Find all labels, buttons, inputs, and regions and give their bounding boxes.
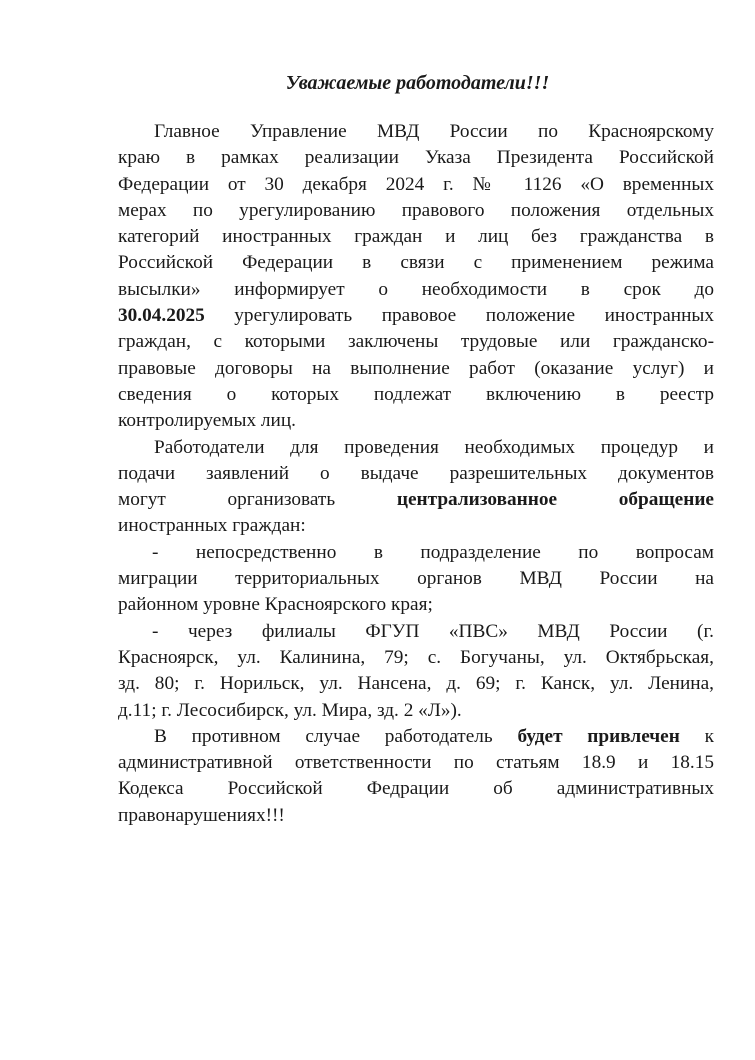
- item2-line: зд. 80; г. Норильск, ул. Нансена, д. 69; г. Канск, ул. Ленина,: [118, 673, 714, 695]
- p1-line: краю в рамках реализации Указа Президента Российской: [118, 147, 714, 169]
- p3-line-start: В противном случае работодатель: [154, 725, 518, 747]
- deadline-date: 30.04.2025: [118, 305, 205, 327]
- p1-line: контролируемых лиц.: [118, 410, 297, 432]
- p1-line: граждан, с которыми заключены трудовые или гражданско-: [118, 331, 714, 353]
- p1-line: Федерации от 30 декабря 2024 г. № 1126 «О временных: [118, 173, 714, 195]
- p3-line: Кодекса Российской Федрации об административных: [118, 778, 714, 800]
- p2-line-start: могут организовать: [118, 489, 397, 511]
- p3-line: административной ответственности по статьям 18.9 и 18.15: [118, 752, 714, 774]
- p1-line: Российской Федерации в связи с применением режима: [118, 252, 714, 274]
- p2-line: иностранных граждан:: [118, 515, 306, 537]
- p3-line: [118, 724, 714, 750]
- p2-line: подачи заявлений о выдаче разрешительных документов: [118, 462, 714, 484]
- item1-line: районном уровне Красноярского края;: [118, 594, 433, 616]
- p3-line: правонарушениях!!!: [118, 804, 285, 826]
- will-be-held-liable: будет привлечен: [517, 725, 680, 747]
- centralized-appeal: централизованное обращение: [396, 489, 714, 511]
- item2-line: - через филиалы ФГУП «ПВС» МВД России (г.: [152, 620, 714, 642]
- p1-line: [118, 303, 714, 329]
- p1-line: сведения о которых подлежат включению в реестр: [118, 383, 714, 405]
- p1-line: категорий иностранных граждан и лиц без гражданства в: [118, 226, 714, 248]
- item1-line: миграции территориальных органов МВД России на: [118, 568, 714, 590]
- p1-line-rest: урегулировать правовое положение иностранных: [204, 305, 714, 327]
- p2-line: Работодатели для проведения необходимых процедур и: [154, 436, 714, 458]
- p3-line-end: к: [679, 725, 714, 747]
- p1-line: Главное Управление МВД России по Красноярскому: [154, 121, 714, 142]
- p1-line: правовые договоры на выполнение работ (оказание услуг) и: [118, 357, 714, 379]
- item1-line: - непосредственно в подразделение по вопросам: [152, 541, 714, 563]
- heading: Уважаемые работодатели!!!: [285, 72, 550, 94]
- letter-body: [118, 119, 714, 829]
- p1-line: мерах по урегулированию правового положения отдельных: [118, 199, 714, 221]
- p2-line: [118, 487, 714, 513]
- p1-line: высылки» информирует о необходимости в срок до: [118, 278, 714, 300]
- item2-line: д.11; г. Лесосибирск, ул. Мира, зд. 2 «Л»).: [118, 699, 462, 721]
- item2-line: Красноярск, ул. Калинина, 79; с. Богучаны, ул. Октябрьская,: [118, 646, 714, 668]
